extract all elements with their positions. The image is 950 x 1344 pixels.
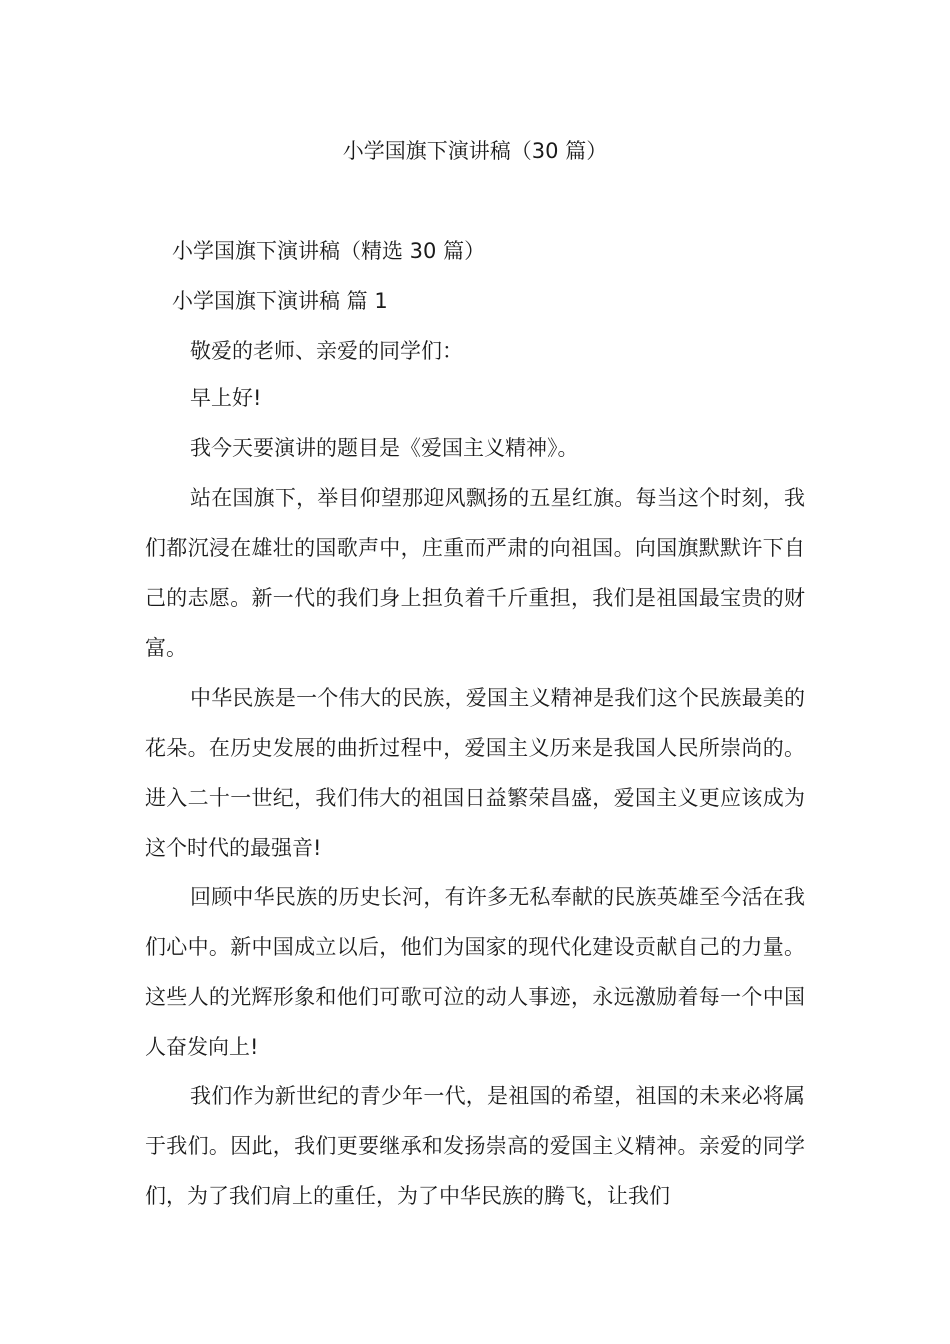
salutation: 敬爱的老师、亲爱的同学们： — [190, 339, 463, 363]
paragraph: 中华民族是一个伟大的民族，爱国主义精神是我们这个民族最美的花朵。在历史发展的曲折过程中，爱国主义历来是我国人民所崇尚的。进入二十一世纪，我们伟大的祖国日益繁荣昌盛，爱国主义更应该成为这个时代的最强音! — [145, 686, 805, 860]
speech-topic: 我今天要演讲的题目是《爱国主义精神》。 — [190, 436, 579, 460]
document-title: 小学国旗下演讲稿（30 篇） — [342, 139, 608, 163]
paragraph: 回顾中华民族的历史长河，有许多无私奉献的民族英雄至今活在我们心中。新中国成立以后，他们为国家的现代化建设贡献自己的力量。这些人的光辉形象和他们可歌可泣的动人事迹，永远激励着每一个中国人奋发向上! — [145, 885, 805, 1059]
section-heading: 小学国旗下演讲稿 篇 1 — [172, 289, 388, 313]
paragraph: 我们作为新世纪的青少年一代，是祖国的希望，祖国的未来必将属于我们。因此，我们更要继承和发扬崇高的爱国主义精神。亲爱的同学们，为了我们肩上的重任，为了中华民族的腾飞，让我们 — [145, 1084, 805, 1208]
greeting: 早上好! — [190, 386, 262, 410]
paragraph: 站在国旗下，举目仰望那迎风飘扬的五星红旗。每当这个时刻，我们都沉浸在雄壮的国歌声中，庄重而严肃的向祖国。向国旗默默许下自己的志愿。新一代的我们身上担负着千斤重担，我们是祖国最宝贵的财富。 — [145, 486, 805, 660]
document-subtitle: 小学国旗下演讲稿（精选 30 篇） — [172, 239, 486, 263]
